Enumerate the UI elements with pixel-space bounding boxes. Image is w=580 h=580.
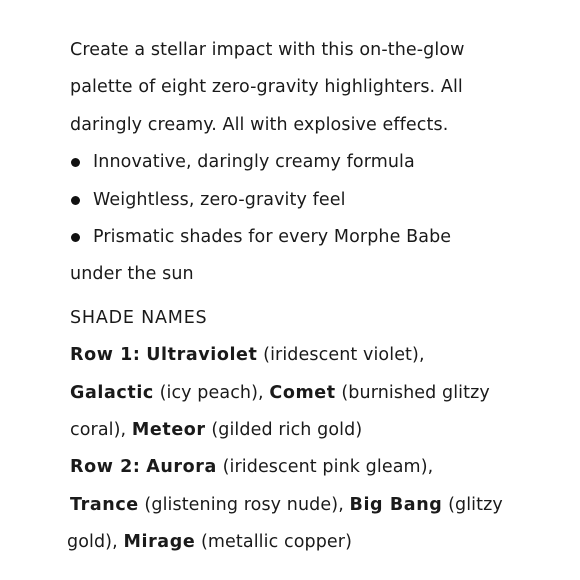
shade-desc: (glistening rosy nude), (138, 494, 350, 515)
row-label: Row 2: (70, 457, 141, 478)
feature-text: Innovative, daringly creamy formula (93, 152, 415, 173)
bullet-icon (71, 158, 80, 167)
feature-bullet-1 (70, 144, 570, 181)
shade-name: Ultraviolet (146, 345, 258, 366)
shade-row-2-line-1 (70, 449, 570, 486)
shade-desc: (glitzy (442, 494, 503, 515)
shade-name: Comet (269, 382, 336, 403)
description-line-1: Create a stellar impact with this on-the-glow (70, 40, 465, 60)
shade-row-2-line-2 (70, 487, 570, 524)
shade-name: Meteor (131, 419, 206, 440)
feature-text: Prismatic shades for every Morphe Babe (93, 226, 452, 247)
shade-desc: (iridescent violet), (257, 345, 425, 366)
product-description (67, 32, 570, 561)
shade-name: Trance (70, 494, 139, 515)
shade-name: Aurora (146, 457, 217, 478)
feature-bullet-2 (70, 182, 570, 219)
shade-name: Galactic (70, 382, 154, 403)
bullet-icon (71, 196, 80, 205)
shade-desc: (iridescent pink gleam), (216, 457, 434, 478)
feature-text: Weightless, zero-gravity feel (93, 189, 346, 210)
shade-row-1-line-3 (70, 412, 570, 449)
description-line-2: palette of eight zero-gravity highlighters. All (70, 77, 463, 98)
row-label: Row 1: (70, 345, 141, 366)
shade-row-2-line-3 (67, 524, 570, 561)
feature-bullet-3 (70, 219, 570, 256)
shade-row-1-line-1 (70, 337, 570, 374)
shade-row-1-line-2 (70, 375, 570, 412)
shade-desc: coral), (70, 419, 132, 440)
shade-names-heading: SHADE NAMES (70, 307, 208, 328)
shade-desc: (icy peach), (153, 382, 270, 403)
shade-name: Big Bang (349, 494, 443, 515)
shade-desc: gold), (67, 532, 124, 553)
description-line-3: daringly creamy. All with explosive effects. (70, 114, 449, 135)
shade-desc: (burnished glitzy (335, 382, 490, 403)
shade-desc: (gilded rich gold) (205, 419, 363, 440)
bullet-icon (71, 233, 80, 242)
shade-desc: (metallic copper) (195, 532, 353, 553)
feature-bullet-3-continuation: under the sun (70, 264, 194, 285)
shade-name: Mirage (123, 532, 196, 553)
